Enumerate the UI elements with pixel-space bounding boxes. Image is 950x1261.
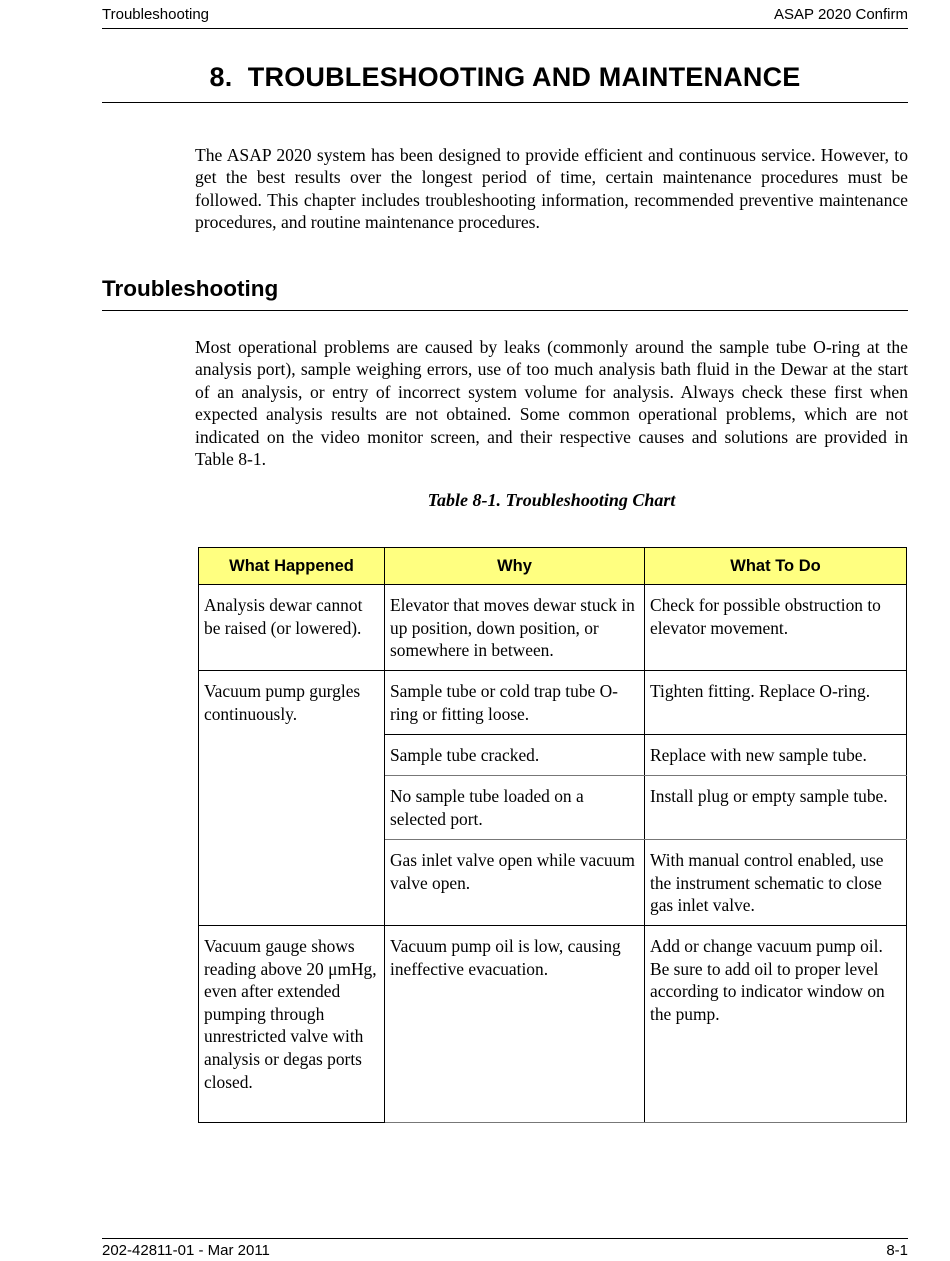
what-happened-cell: Vacuum gauge shows reading above 20 μmHg, even after extended pumping through unrestricted valve with analysis or degas ports closed. [199, 926, 385, 1123]
table-row [199, 926, 907, 1123]
footer-document-number: 202-42811-01 - Mar 2011 [102, 1242, 270, 1259]
troubleshooting-table [198, 547, 907, 1123]
what-to-do-cell: Replace with new sample tube. [645, 735, 907, 776]
running-header [102, 4, 908, 29]
why-cell: No sample tube loaded on a selected port. [385, 776, 645, 840]
what-to-do-cell: With manual control enabled, use the instrument schematic to close gas inlet valve. [645, 840, 907, 926]
section-paragraph: Most operational problems are caused by leaks (commonly around the sample tube O-ring at the analysis port), sample weighing errors, use of too much analysis bath fluid in the Dewar at the start of an analysis, or entry of incorrect system volume for analysis. Always check these first when expected analysis results are not obtained. Some common operational problems, which are not indicated on the video monitor screen, and their respective causes and solutions are provided in Table 8-1. [195, 337, 908, 470]
why-cell: Gas inlet valve open while vacuum valve open. [385, 840, 645, 926]
what-to-do-cell: Install plug or empty sample tube. [645, 776, 907, 840]
what-to-do-cell: Tighten fitting. Replace O-ring. [645, 671, 907, 735]
table-row [199, 585, 907, 671]
chapter-title [102, 62, 908, 103]
table-header-row [199, 548, 907, 585]
table-caption: Table 8-1. Troubleshooting Chart [427, 490, 676, 510]
why-cell: Elevator that moves dewar stuck in up position, down position, or somewhere in between. [385, 585, 645, 671]
table-row [199, 671, 907, 735]
what-happened-cell: Analysis dewar cannot be raised (or lowered). [199, 585, 385, 671]
header-why: Why [385, 548, 645, 585]
intro-paragraph: The ASAP 2020 system has been designed to provide efficient and continuous service. However, to get the best results over the longest period of time, certain maintenance procedures must be followed. This chapter includes troubleshooting information, recommended preventive maintenance procedures, and routine maintenance procedures. [195, 145, 908, 233]
why-cell: Sample tube cracked. [385, 735, 645, 776]
header-what-to-do: What To Do [645, 548, 907, 585]
header-product-name: ASAP 2020 Confirm [774, 6, 908, 23]
header-section-name: Troubleshooting [102, 6, 210, 23]
running-footer [102, 1238, 908, 1261]
footer-page-number: 8-1 [886, 1242, 908, 1259]
what-to-do-cell: Check for possible obstruction to elevator movement. [645, 585, 907, 671]
why-cell: Vacuum pump oil is low, causing ineffective evacuation. [385, 926, 645, 1123]
section-heading: Troubleshooting [102, 276, 908, 311]
why-cell: Sample tube or cold trap tube O-ring or fitting loose. [385, 671, 645, 735]
chapter-title-text: 8. TROUBLESHOOTING AND MAINTENANCE [209, 62, 801, 92]
what-to-do-cell: Add or change vacuum pump oil. Be sure to add oil to proper level according to indicator window on the pump. [645, 926, 907, 1123]
header-what-happened: What Happened [199, 548, 385, 585]
what-happened-cell: Vacuum pump gurgles continuously. [199, 671, 385, 926]
